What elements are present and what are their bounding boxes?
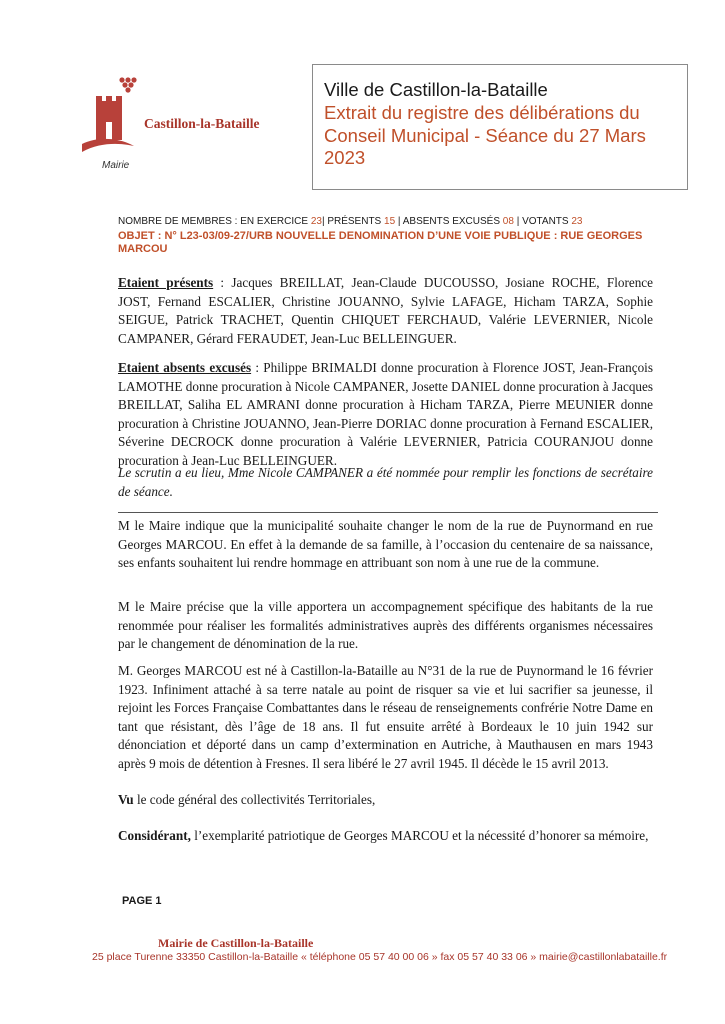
body-paragraph-2: M le Maire précise que la ville apportera un accompagnement spécifique des habitants de la rue renommée pour réaliser les formalités administratives auprès des différents organismes nécessaires par le changement de dénomination de la rue.: [118, 599, 653, 652]
vu-text: le code général des collectivités Territoriales,: [133, 792, 376, 807]
members-absents: 08: [502, 216, 514, 227]
considerant-paragraph: [118, 827, 653, 846]
members-votants-label: VOTANTS: [522, 216, 569, 227]
page-number: PAGE 1: [122, 895, 162, 907]
divider: [118, 512, 658, 513]
vu-label: Vu: [118, 792, 134, 807]
absents-label: Etaient absents excusés: [118, 360, 252, 375]
castle-logo-icon: [78, 74, 148, 164]
presents-text: : Jacques BREILLAT, Jean-Claude DUCOUSSO, Josiane ROCHE, Florence JOST, Fernand ESCALIER, Christine JOUANNO, Sylvie LAFAGE, Hicham TARZA, Sophie SEIGUE, Patrick TRACHET, Quentin CHIQUET FERCHAUD, Valérie LEVERNIER, Nicole CAMPANER, Gérard FERAUDET, Jean-Luc BELLEINGUER.: [118, 275, 653, 346]
presents-paragraph: [118, 274, 653, 348]
considerant-label: Considérant,: [118, 828, 191, 843]
vu-paragraph: [118, 791, 653, 810]
scrutin-paragraph: Le scrutin a eu lieu, Mme Nicole CAMPANER a été nommée pour remplir les fonctions de secrétaire de séance.: [118, 465, 653, 499]
footer-address: 25 place Turenne 33350 Castillon-la-Bataille « téléphone 05 57 40 00 06 » fax 05 57 40 33 06 » mairie@castillonlabataille.fr: [92, 951, 668, 963]
absents-text: : Philippe BRIMALDI donne procuration à Florence JOST, Jean-François LAMOTHE donne procuration à Nicole CAMPANER, Josette DANIEL donne procuration à Jacques BREILLAT, Saliha EL AMRANI donne procuration à Hicham TARZA, Pierre MEUNIER donne procuration à Christine JOUANNO, Jean-Pierre DORIAC donne procuration à Fernand ESCALIER, Séverine DECROCK donne procuration à Valérie LEVERNIER, Patricia COURANJOU donne procuration à Jean-Luc BELLEINGUER.: [118, 360, 653, 468]
absents-paragraph: [118, 359, 653, 471]
logo-name: Castillon-la-Bataille: [144, 116, 260, 131]
members-count-line: NOMBRE DE MEMBRES : EN EXERCICE 23| PRÉSENTS 15 | ABSENTS EXCUSÉS 08 | VOTANTS 23: [118, 216, 583, 227]
logo-mairie-label: Mairie: [102, 160, 130, 171]
footer-name: Mairie de Castillon-la-Bataille: [158, 936, 314, 950]
members-votants: 23: [571, 216, 583, 227]
header-title: Ville de Castillon-la-Bataille: [324, 79, 548, 100]
body-paragraph-1: M le Maire indique que la municipalité souhaite changer le nom de la rue de Puynormand en rue Georges MARCOU. En effet à la demande de sa famille, à l’occasion du centenaire de sa naissance, ses enfants souhaitent lui rendre hommage en attribuant son nom à une rue de la commune.: [118, 518, 653, 571]
members-presents: 15: [384, 216, 396, 227]
objet-title: OBJET : N° L23-03/09-27/URB NOUVELLE DENOMINATION D’UNE VOIE PUBLIQUE : RUE GEORGES MARCOU: [118, 230, 643, 255]
logo: [78, 74, 288, 184]
header-box: [312, 64, 688, 190]
members-exercice: 23: [310, 216, 322, 227]
body-paragraph-3: M. Georges MARCOU est né à Castillon-la-Bataille au N°31 de la rue de Puynormand le 16 février 1923. Infiniment attaché à sa terre natale au point de risquer sa vie et lui sacrifier sa jeunesse, il rejoint les Forces Française Combattantes dans le réseau de renseignements confrérie Notre Dame en tant que résistant, dès l’âge de 18 ans. Il fut ensuite arrêté à Bordeaux le 10 juin 1942 sur dénonciation et déporté dans un camp d’extermination en Autriche, à Mauthausen en mars 1943 après 9 mois de détention à Fresnes. Il sera libéré le 27 avril 1945. Il décède le 15 avril 2013.: [118, 663, 653, 771]
members-label: NOMBRE DE MEMBRES : EN EXERCICE: [118, 216, 309, 227]
considerant-text: l’exemplarité patriotique de Georges MARCOU et la nécessité d’honorer sa mémoire,: [190, 828, 649, 843]
members-presents-label: PRÉSENTS: [327, 216, 382, 227]
members-absents-label: ABSENTS EXCUSÉS: [402, 216, 501, 227]
presents-label: Etaient présents: [118, 275, 214, 290]
header-subtitle: Extrait du registre des délibérations du Conseil Municipal - Séance du 27 Mars 2023: [324, 102, 646, 168]
